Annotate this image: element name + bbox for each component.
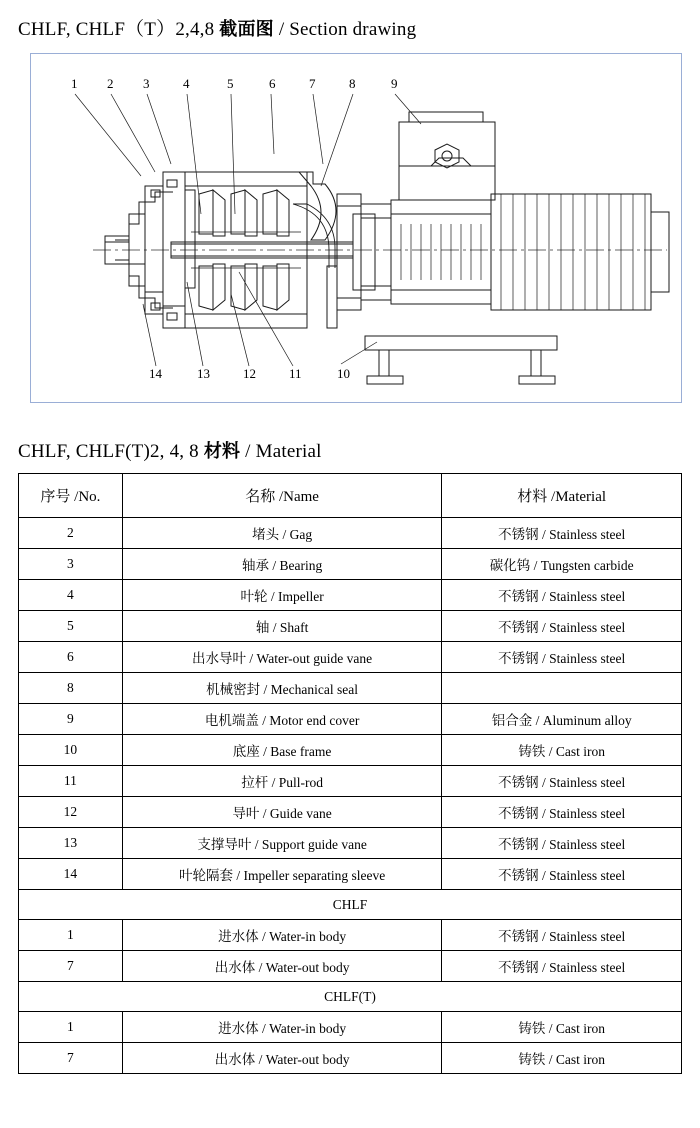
- cell-name: 底座 / Base frame: [122, 735, 441, 766]
- cell-material: 不锈钢 / Stainless steel: [442, 828, 682, 859]
- cell-no: 10: [19, 735, 123, 766]
- group-label-chlft: CHLF(T): [19, 982, 682, 1012]
- table-group-row: [19, 982, 682, 1012]
- table-row: [19, 828, 682, 859]
- callout-6: 6: [269, 76, 276, 91]
- cell-no: 11: [19, 766, 123, 797]
- cell-name: 支撑导叶 / Support guide vane: [122, 828, 441, 859]
- cell-material: 铸铁 / Cast iron: [442, 1043, 682, 1074]
- cell-material: 铸铁 / Cast iron: [442, 735, 682, 766]
- table-row: [19, 766, 682, 797]
- callout-4: 4: [183, 76, 190, 91]
- group-label-chlf: CHLF: [19, 890, 682, 920]
- material-heading: [18, 437, 700, 463]
- table-row: [19, 518, 682, 549]
- cell-name: 出水导叶 / Water-out guide vane: [122, 642, 441, 673]
- callout-5: 5: [227, 76, 234, 91]
- callout-12: 12: [243, 366, 256, 381]
- cell-no: 7: [19, 1043, 123, 1074]
- cell-no: 13: [19, 828, 123, 859]
- cell-no: 6: [19, 642, 123, 673]
- callout-10: 10: [337, 366, 350, 381]
- cell-name: 进水体 / Water-in body: [122, 1012, 441, 1043]
- table-row: [19, 951, 682, 982]
- datasheet-page: [0, 14, 700, 1086]
- table-row: [19, 580, 682, 611]
- section-drawing-heading: [18, 14, 700, 41]
- callout-1: 1: [71, 76, 78, 91]
- section-drawing-figure: [30, 53, 682, 403]
- pump-section-drawing: [31, 54, 681, 402]
- cell-material: 不锈钢 / Stainless steel: [442, 797, 682, 828]
- cell-name: 轴承 / Bearing: [122, 549, 441, 580]
- table-row: [19, 1043, 682, 1074]
- cell-name: 堵头 / Gag: [122, 518, 441, 549]
- callout-2: 2: [107, 76, 114, 91]
- cell-name: 出水体 / Water-out body: [122, 951, 441, 982]
- table-row: [19, 611, 682, 642]
- cell-name: 进水体 / Water-in body: [122, 920, 441, 951]
- callout-3: 3: [143, 76, 150, 91]
- cell-no: 9: [19, 704, 123, 735]
- callout-8: 8: [349, 76, 356, 91]
- callout-13: 13: [197, 366, 210, 381]
- cell-name: 叶轮 / Impeller: [122, 580, 441, 611]
- cell-name: 出水体 / Water-out body: [122, 1043, 441, 1074]
- cell-no: 5: [19, 611, 123, 642]
- cell-name: 电机端盖 / Motor end cover: [122, 704, 441, 735]
- cell-material: 不锈钢 / Stainless steel: [442, 580, 682, 611]
- table-row: [19, 673, 682, 704]
- section-heading-suffix: / Section drawing: [273, 19, 417, 40]
- cell-no: 4: [19, 580, 123, 611]
- cell-name: 机械密封 / Mechanical seal: [122, 673, 441, 704]
- callout-11: 11: [289, 366, 302, 381]
- cell-no: 2: [19, 518, 123, 549]
- table-row: [19, 797, 682, 828]
- cell-material: 不锈钢 / Stainless steel: [442, 859, 682, 890]
- section-heading-cn: 截面图: [219, 19, 274, 40]
- cell-material: 不锈钢 / Stainless steel: [442, 920, 682, 951]
- cell-material: 不锈钢 / Stainless steel: [442, 642, 682, 673]
- section-heading-prefix: CHLF, CHLF（T）2,4,8: [18, 19, 220, 40]
- cell-no: 3: [19, 549, 123, 580]
- cell-material: 不锈钢 / Stainless steel: [442, 766, 682, 797]
- cell-material: 铸铁 / Cast iron: [442, 1012, 682, 1043]
- header-material: 材料 /Material: [442, 474, 682, 518]
- table-group-row: [19, 890, 682, 920]
- material-heading-prefix: CHLF, CHLF(T)2, 4, 8: [18, 441, 204, 462]
- cell-material: 不锈钢 / Stainless steel: [442, 518, 682, 549]
- table-row: [19, 704, 682, 735]
- callout-14: 14: [149, 366, 162, 381]
- cell-name: 轴 / Shaft: [122, 611, 441, 642]
- cell-name: 导叶 / Guide vane: [122, 797, 441, 828]
- table-row: [19, 1012, 682, 1043]
- table-row: [19, 859, 682, 890]
- header-no: 序号 /No.: [19, 474, 123, 518]
- table-row: [19, 920, 682, 951]
- material-table: [18, 473, 682, 1074]
- cell-material: 不锈钢 / Stainless steel: [442, 951, 682, 982]
- table-row: [19, 642, 682, 673]
- cell-name: 叶轮隔套 / Impeller separating sleeve: [122, 859, 441, 890]
- table-header-row: [19, 474, 682, 518]
- cell-material: 铝合金 / Aluminum alloy: [442, 704, 682, 735]
- cell-no: 12: [19, 797, 123, 828]
- cell-material: 碳化钨 / Tungsten carbide: [442, 549, 682, 580]
- callout-7: 7: [309, 76, 316, 91]
- cell-material: 不锈钢 / Stainless steel: [442, 611, 682, 642]
- table-row: [19, 549, 682, 580]
- material-heading-cn: 材料: [203, 441, 241, 462]
- cell-no: 1: [19, 1012, 123, 1043]
- cell-name: 拉杆 / Pull-rod: [122, 766, 441, 797]
- cell-no: 8: [19, 673, 123, 704]
- header-name: 名称 /Name: [122, 474, 441, 518]
- cell-material: [442, 673, 682, 704]
- callout-9: 9: [391, 76, 398, 91]
- cell-no: 7: [19, 951, 123, 982]
- table-row: [19, 735, 682, 766]
- cell-no: 14: [19, 859, 123, 890]
- material-heading-suffix: / Material: [240, 441, 322, 462]
- cell-no: 1: [19, 920, 123, 951]
